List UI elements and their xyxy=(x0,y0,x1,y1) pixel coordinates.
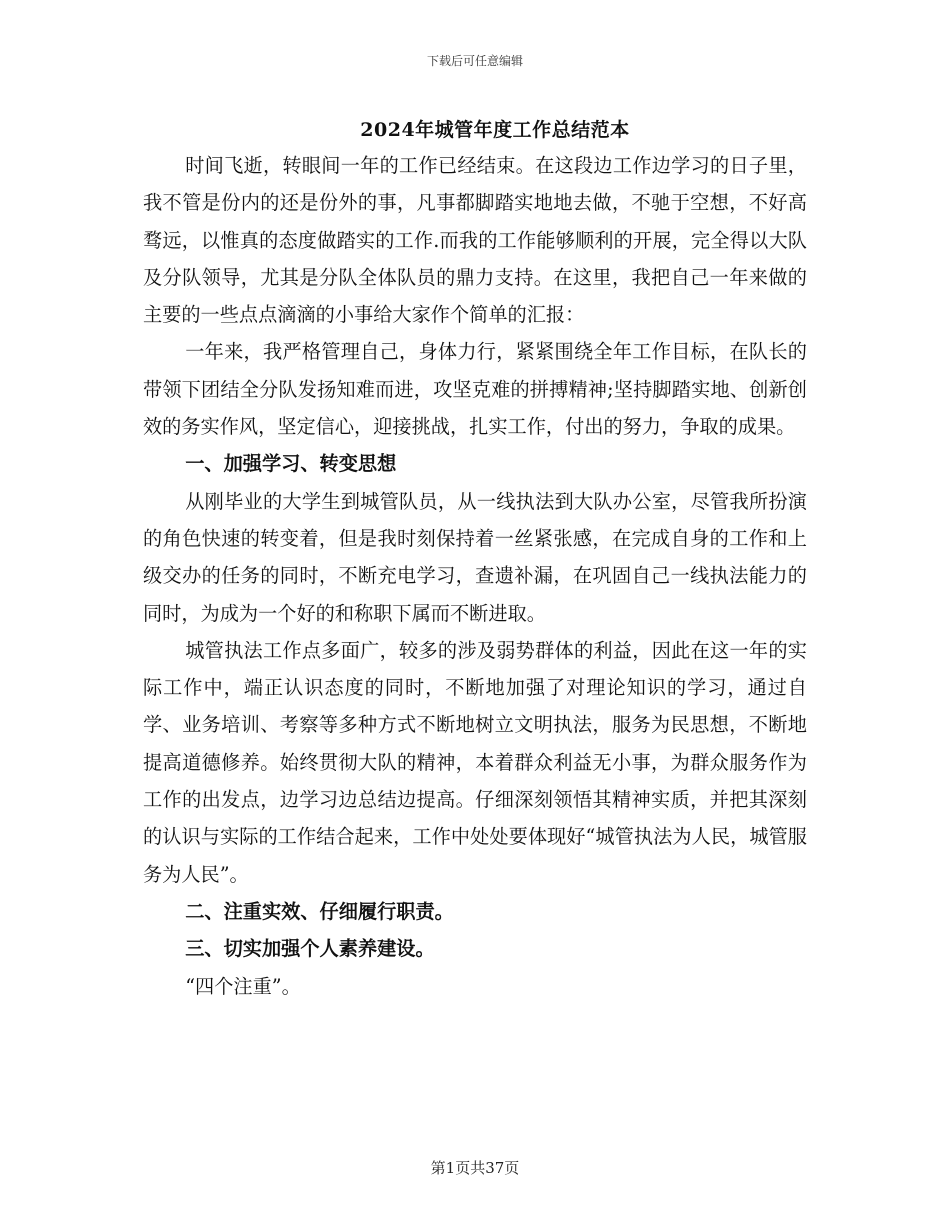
document-title: 2024年城管年度工作总结范本 xyxy=(360,119,630,141)
summary-paragraph: 一年来，我严格管理自己，身体力行，紧紧围绕全年工作目标，在队长的带领下团结全分队发扬知难而进，攻坚克难的拼搏精神;坚持脚踏实地、创新创效的务实作风，坚定信心，迎接挑战，扎实工作，付出的努力，争取的成果。 xyxy=(143,340,807,439)
section-heading-3: 三、切实加强个人素养建设。 xyxy=(185,937,435,961)
section-heading-2: 二、注重实效、仔细履行职责。 xyxy=(185,899,454,923)
document-body xyxy=(143,147,807,1005)
four-focus-line: “四个注重”。 xyxy=(185,974,301,998)
section-heading-1: 一、加强学习、转变思想 xyxy=(185,452,397,476)
intro-paragraph: 时间飞逝，转眼间一年的工作已经结束。在这段边工作边学习的日子里，我不管是份内的还是份外的事，凡事都脚踏实地地去做，不驰于空想，不好高骛远，以惟真的态度做踏实的工作.而我的工作能够顺利的开展，完全得以大队及分队领导，尤其是分队全体队员的鼎力支持。在这里，我把自己一年来做的主要的一些点点滴滴的小事给大家作个简单的汇报： xyxy=(143,154,807,327)
section-1-paragraph-2: 城管执法工作点多面广，较多的涉及弱势群体的利益，因此在这一年的实际工作中，端正认识态度的同时，不断地加强了对理论知识的学习，通过自学、业务培训、考察等多种方式不断地树立文明执法，服务为民思想，不断地提高道德修养。始终贯彻大队的精神，本着群众利益无小事，为群众服务作为工作的出发点，边学习边总结边提高。仔细深刻领悟其精神实质，并把其深刻的认识与实际的工作结合起来，工作中处处要体现好“城管执法为人民，城管服务为人民”。 xyxy=(143,638,807,886)
page-header-note: 下载后可任意编辑 xyxy=(426,54,523,68)
page-number: 第1页共37页 xyxy=(430,1159,520,1177)
section-1-paragraph-1: 从刚毕业的大学生到城管队员，从一线执法到大队办公室，尽管我所扮演的角色快速的转变着，但是我时刻保持着一丝紧张感，在完成自身的工作和上级交办的任务的同时，不断充电学习，查遗补漏，在巩固自己一线执法能力的同时，为成为一个好的和称职下属而不断进取。 xyxy=(143,489,807,625)
